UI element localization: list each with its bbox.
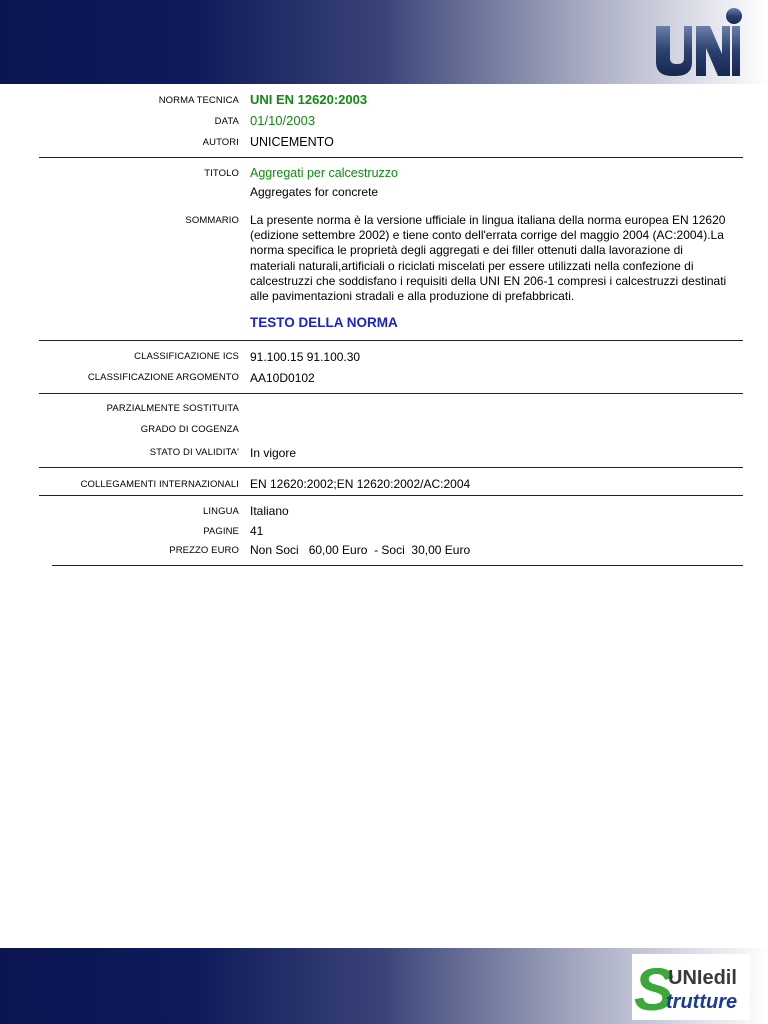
divider (39, 393, 743, 394)
sommario-value: La presente norma è la versione ufficiale in lingua italiana della norma europea EN 12620 (edizione settembre 2002) e tiene conto dell'errata corrige del maggio 2004 (AC:2004).La norma specifica le proprietà degli aggregati e dei filler ottenuti dalla lavorazione di materiali naturali,artificiali o riciclati miscelati per essere utilizzati nella confezione di calcestruzzi che soddisfano i requisiti della UNI EN 206-1 compresi i calcestruzzi destinati alle pavimentazioni stradali e alla produzione di prefabbricati. (250, 213, 727, 304)
svg-text:UNI: UNI (652, 6, 654, 7)
svg-text:trutture: trutture (666, 991, 738, 1013)
stato-di-validita-value: In vigore (250, 446, 297, 460)
divider (39, 157, 743, 158)
titolo-en-value: Aggregates for concrete (250, 185, 379, 199)
norma-tecnica-value: UNI EN 12620:2003 (250, 92, 368, 107)
pagine-value: 41 (250, 524, 264, 538)
pagine-label: PAGINE (203, 526, 239, 537)
parzialmente-sostituita-label: PARZIALMENTE SOSTITUITA (106, 403, 239, 414)
divider (52, 565, 743, 566)
lingua-label: LINGUA (203, 506, 239, 517)
svg-text:UNIedil: UNIedil (668, 967, 737, 989)
autori-value: UNICEMENTO (250, 135, 334, 149)
collegamenti-value: EN 12620:2002;EN 12620:2002/AC:2004 (250, 477, 471, 491)
uni-logo (652, 6, 742, 78)
norma-tecnica-label: NORMA TECNICA (158, 95, 239, 106)
grado-di-cogenza-label: GRADO DI COGENZA (140, 424, 239, 435)
titolo-it-value: Aggregati per calcestruzzo (250, 166, 398, 180)
classificazione-argomento-value: AA10D0102 (250, 371, 315, 385)
collegamenti-label: COLLEGAMENTI INTERNAZIONALI (80, 479, 239, 490)
svg-text:S: S (634, 956, 675, 1020)
sommario-label: SOMMARIO (185, 215, 239, 226)
titolo-label: TITOLO (204, 168, 239, 179)
classificazione-ics-label: CLASSIFICAZIONE ICS (134, 351, 239, 362)
lingua-value: Italiano (250, 504, 289, 518)
testo-della-norma-link[interactable]: TESTO DELLA NORMA (250, 315, 398, 330)
classificazione-ics-value: 91.100.15 91.100.30 (250, 350, 361, 364)
classificazione-argomento-label: CLASSIFICAZIONE ARGOMENTO (87, 372, 239, 383)
autori-label: AUTORI (202, 137, 239, 148)
prezzo-label: PREZZO EURO (169, 545, 239, 556)
data-label: DATA (214, 116, 239, 127)
stato-di-validita-label: STATO DI VALIDITA' (149, 447, 239, 458)
divider (39, 495, 743, 496)
data-value: 01/10/2003 (250, 113, 316, 128)
prezzo-value: Non Soci 60,00 Euro - Soci 30,00 Euro (250, 543, 471, 557)
divider (39, 467, 743, 468)
divider (39, 340, 743, 341)
uniedil-strutture-logo (632, 954, 750, 1020)
